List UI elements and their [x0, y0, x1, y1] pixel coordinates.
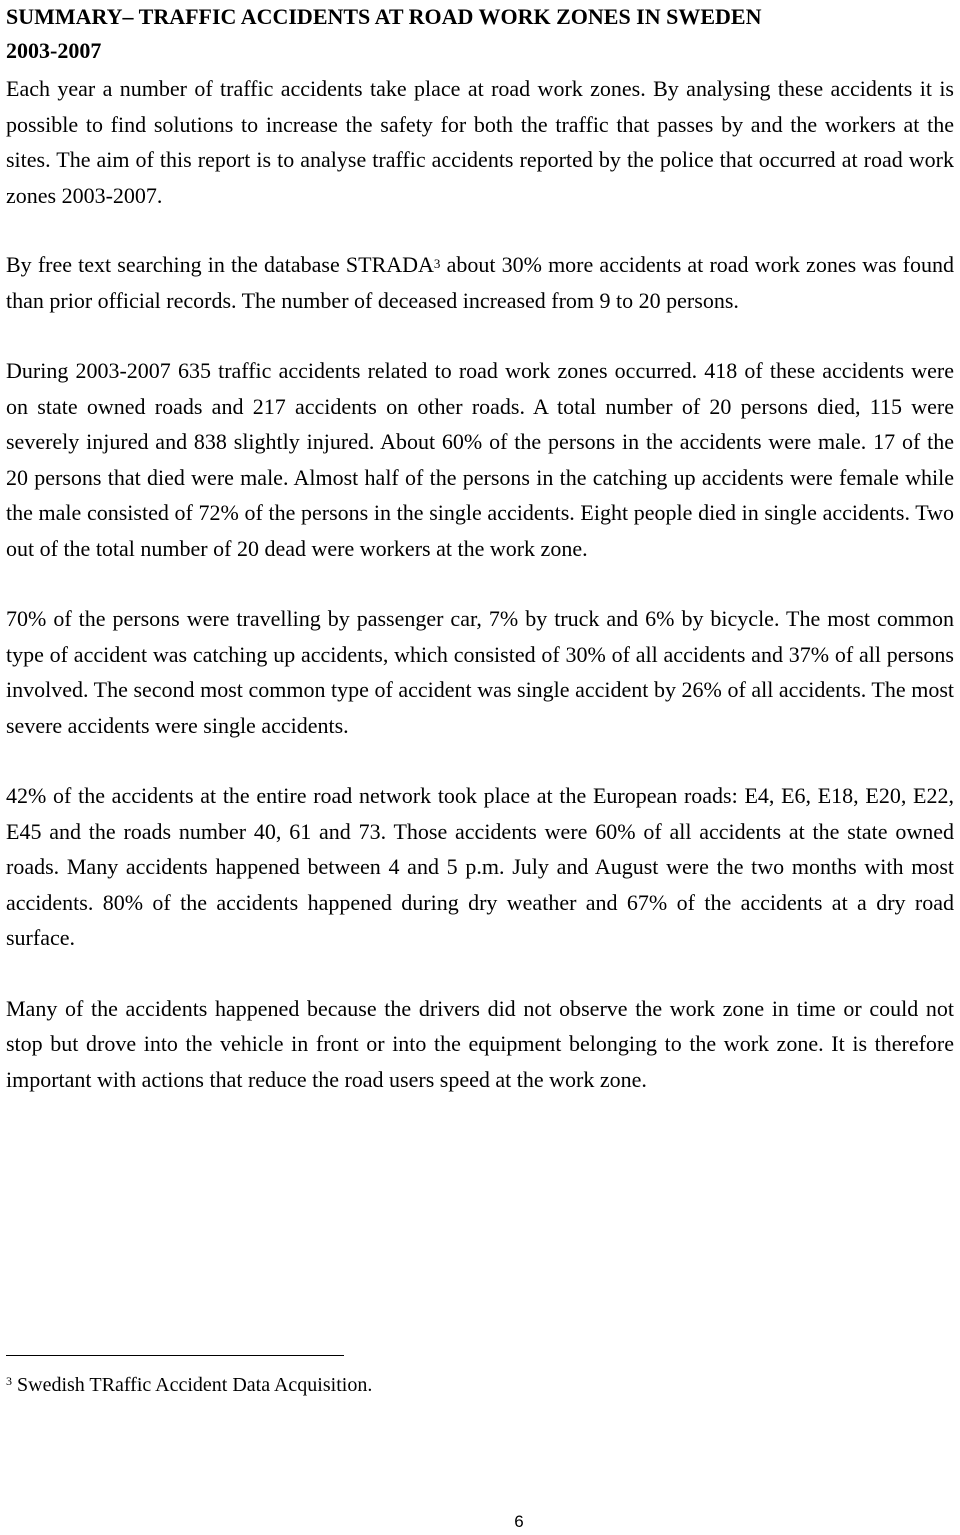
- document-page: [6, 0, 954, 1097]
- footnote-number: 3: [6, 1374, 12, 1388]
- footnote-reference: 3: [433, 256, 441, 271]
- heading-line-2: 2003-2007: [6, 38, 102, 63]
- page-number: 6: [514, 1512, 524, 1531]
- footnote: [6, 1371, 372, 1399]
- footnote-divider: [6, 1355, 344, 1356]
- paragraph-accident-statistics: During 2003-2007 635 traffic accidents related to road work zones occurred. 418 of these accidents were on state owned roads and 217 accidents on other roads. A total number of 20 persons died, 115 were severely injured and 838 slightly injured. About 60% of the persons in the accidents were male. 17 of the 20 persons that died were male. Almost half of the persons in the catching up accidents were female while the male consisted of 72% of the persons in the single accidents. Eight people died in single accidents. Two out of the total number of 20 dead were workers at the work zone.: [6, 358, 954, 561]
- paragraph-vehicle-types: 70% of the persons were travelling by passenger car, 7% by truck and 6% by bicycle. The most common type of accident was catching up accidents, which consisted of 30% of all accidents and 37% of all persons involved. The second most common type of accident was single accident by 26% of all accidents. The most severe accidents were single accidents.: [6, 606, 954, 738]
- paragraph-introduction: Each year a number of traffic accidents take place at road work zones. By analysing these accidents it is possible to find solutions to increase the safety for both the traffic that passes by and the workers at the sites. The aim of this report is to analyse traffic accidents reported by the police that occurred at road work zones 2003-2007.: [6, 76, 954, 208]
- heading-line-1: SUMMARY– TRAFFIC ACCIDENTS AT ROAD WORK ZONES IN SWEDEN: [6, 4, 762, 29]
- footnote-text: Swedish TRaffic Accident Data Acquisition.: [12, 1374, 373, 1396]
- summary-heading: [6, 0, 954, 68]
- paragraph-strada-text-before: By free text searching in the database STRADA: [6, 252, 434, 277]
- paragraph-road-network: 42% of the accidents at the entire road network took place at the European roads: E4, E6, E18, E20, E22, E45 and the roads number 40, 61 and 73. Those accidents were 60% of all accidents at the state owned roads. Many accidents happened between 4 and 5 p.m. July and August were the two months with most accidents. 80% of the accidents happened during dry weather and 67% of the accidents at a dry road surface.: [6, 783, 954, 950]
- paragraph-strada-text-after: about 30% more accidents at road work zones was found than prior official records. The number of deceased increased from 9 to 20 persons.: [6, 252, 954, 313]
- paragraph-conclusion: Many of the accidents happened because the drivers did not observe the work zone in time or could not stop but drove into the vehicle in front or into the equipment belonging to the work zone. It is therefore important with actions that reduce the road users speed at the work zone.: [6, 995, 954, 1092]
- paragraph-strada-search: [6, 247, 954, 318]
